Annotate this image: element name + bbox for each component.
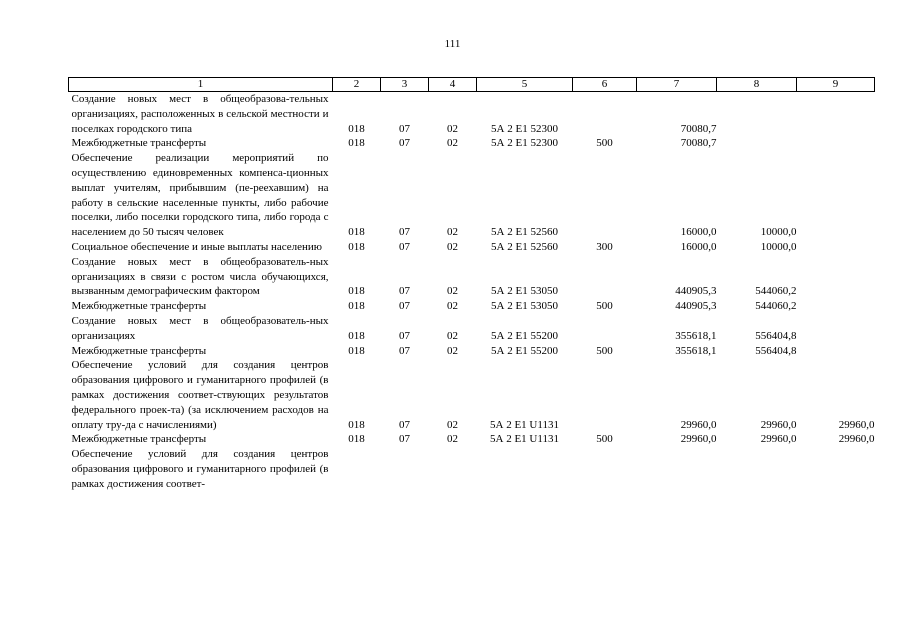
expense-type-code: [573, 255, 637, 299]
table-row: [69, 358, 875, 432]
amount-col9: [797, 151, 875, 240]
table-row: [69, 136, 875, 151]
row-description: Межбюджетные трансферты: [71, 137, 207, 150]
amount-col8: 29960,0: [760, 433, 797, 446]
amount-col9: [797, 314, 875, 344]
subsection-code: 02: [447, 329, 458, 342]
target-article-code: 5А 2 Е1 U1131: [490, 418, 559, 431]
amount-col7: 16000,0: [680, 226, 717, 239]
subsection-code: 02: [447, 137, 458, 150]
column-header: 2: [333, 78, 381, 92]
table-row: [69, 447, 875, 491]
ministry-code: 018: [348, 418, 365, 431]
ministry-code: 018: [348, 122, 365, 135]
target-article-code: 5А 2 Е1 U1131: [490, 433, 559, 446]
column-header: 4: [429, 78, 477, 92]
amount-col9: [797, 344, 875, 359]
section-code: 07: [399, 344, 410, 357]
section-code: 07: [399, 240, 410, 253]
row-description: Обеспечение условий для создания центров образования цифрового и гуманитарного профилей (в рамках достижения соответ-ствующих результатов федерального проек-та) (за исключением расходов на оплату тру-да с начислениями): [71, 359, 329, 431]
page-number: 111: [444, 38, 461, 50]
ministry-code: [333, 447, 381, 491]
subsection-code: 02: [447, 344, 458, 357]
row-description: Обеспечение условий для создания центров образования цифрового и гуманитарного профилей (в рамках достижения соответ-: [71, 448, 329, 490]
subsection-code: [429, 447, 477, 491]
section-code: 07: [399, 137, 410, 150]
table-row: [69, 240, 875, 255]
column-header: 1: [69, 78, 333, 92]
subsection-code: 02: [447, 433, 458, 446]
expense-type-code: 500: [596, 433, 613, 446]
column-header-row: [69, 78, 875, 92]
subsection-code: 02: [447, 418, 458, 431]
target-article-code: 5А 2 Е1 53050: [491, 285, 558, 298]
amount-col9: [797, 240, 875, 255]
ministry-code: 018: [348, 226, 365, 239]
subsection-code: 02: [447, 240, 458, 253]
ministry-code: 018: [348, 344, 365, 357]
column-header: 5: [477, 78, 573, 92]
ministry-code: 018: [348, 300, 365, 313]
amount-col8: 10000,0: [760, 240, 797, 253]
expense-type-code: [573, 314, 637, 344]
column-header: 9: [797, 78, 875, 92]
row-description: Создание новых мест в общеобразователь-ных организациях в связи с ростом числа обучающихся, вызванным демографическим фактором: [71, 255, 329, 298]
amount-col8: 556404,8: [755, 329, 797, 342]
column-header: 7: [637, 78, 717, 92]
amount-col8: [717, 136, 797, 151]
row-description: Межбюджетные трансферты: [71, 433, 207, 446]
section-code: 07: [399, 329, 410, 342]
expense-type-code: 500: [596, 137, 613, 150]
row-description: Межбюджетные трансферты: [71, 300, 207, 313]
amount-col7: 355618,1: [675, 344, 717, 357]
amount-col7: [637, 447, 717, 491]
section-code: [381, 447, 429, 491]
amount-col8: 544060,2: [755, 300, 797, 313]
amount-col9: [797, 299, 875, 314]
expense-type-code: 500: [596, 344, 613, 357]
row-description: Создание новых мест в общеобразова-тельных организациях, расположенных в сельской местности и поселках городского типа: [71, 93, 329, 135]
column-header: 8: [717, 78, 797, 92]
amount-col9: [797, 255, 875, 299]
column-header: 3: [381, 78, 429, 92]
amount-col9: [797, 447, 875, 491]
target-article-code: 5А 2 Е1 52560: [491, 240, 558, 253]
amount-col8: 10000,0: [760, 226, 797, 239]
amount-col9: 29960,0: [838, 433, 875, 446]
amount-col7: 70080,7: [680, 122, 717, 135]
section-code: 07: [399, 300, 410, 313]
ministry-code: 018: [348, 329, 365, 342]
subsection-code: 02: [447, 300, 458, 313]
amount-col7: 440905,3: [675, 285, 717, 298]
amount-col9: [797, 92, 875, 137]
expense-type-code: [573, 447, 637, 491]
amount-col8: 544060,2: [755, 285, 797, 298]
ministry-code: 018: [348, 433, 365, 446]
table-row: [69, 92, 875, 137]
amount-col9: 29960,0: [838, 418, 875, 431]
expense-type-code: [573, 358, 637, 432]
section-code: 07: [399, 433, 410, 446]
ministry-code: 018: [348, 240, 365, 253]
section-code: 07: [399, 418, 410, 431]
row-description: Межбюджетные трансферты: [71, 344, 207, 357]
subsection-code: 02: [447, 122, 458, 135]
target-article-code: 5А 2 Е1 53050: [491, 300, 558, 313]
amount-col7: 70080,7: [680, 137, 717, 150]
amount-col9: [797, 136, 875, 151]
target-article-code: 5А 2 Е1 52300: [491, 137, 558, 150]
row-description: Социальное обеспечение и иные выплаты населению: [71, 240, 323, 253]
amount-col8: 556404,8: [755, 344, 797, 357]
amount-col7: 29960,0: [680, 418, 717, 431]
expense-type-code: [573, 151, 637, 240]
row-description: Создание новых мест в общеобразователь-ных организациях: [71, 314, 329, 342]
row-description: Обеспечение реализации мероприятий по осуществлению единовременных компенса-ционных выплат учителям, прибывшим (пе-реехавшим) на работу в сельские населенные пункты, либо рабочие поселки, либо поселки городского типа, либо города с населением до 50 тысяч человек: [71, 152, 329, 239]
section-code: 07: [399, 122, 410, 135]
section-code: 07: [399, 285, 410, 298]
target-article-code: 5А 2 Е1 52300: [491, 122, 558, 135]
table-body: [69, 92, 875, 492]
section-code: 07: [399, 226, 410, 239]
table-row: [69, 299, 875, 314]
ministry-code: 018: [348, 137, 365, 150]
subsection-code: 02: [447, 226, 458, 239]
amount-col7: 440905,3: [675, 300, 717, 313]
ministry-code: 018: [348, 285, 365, 298]
subsection-code: 02: [447, 285, 458, 298]
amount-col8: 29960,0: [760, 418, 797, 431]
target-article-code: 5А 2 Е1 55200: [491, 329, 558, 342]
expense-type-code: 300: [596, 240, 613, 253]
table-row: [69, 151, 875, 240]
column-header: 6: [573, 78, 637, 92]
target-article-code: 5А 2 Е1 55200: [491, 344, 558, 357]
amount-col7: 355618,1: [675, 329, 717, 342]
expense-type-code: 500: [596, 300, 613, 313]
table-row: [69, 314, 875, 344]
target-article-code: [477, 447, 573, 491]
amount-col7: 16000,0: [680, 240, 717, 253]
table-row: [69, 344, 875, 359]
expense-type-code: [573, 92, 637, 137]
target-article-code: 5А 2 Е1 52560: [491, 226, 558, 239]
amount-col8: [717, 92, 797, 137]
amount-col8: [717, 447, 797, 491]
amount-col7: 29960,0: [680, 433, 717, 446]
table-row: [69, 432, 875, 447]
budget-table: [68, 77, 875, 492]
table-row: [69, 255, 875, 299]
